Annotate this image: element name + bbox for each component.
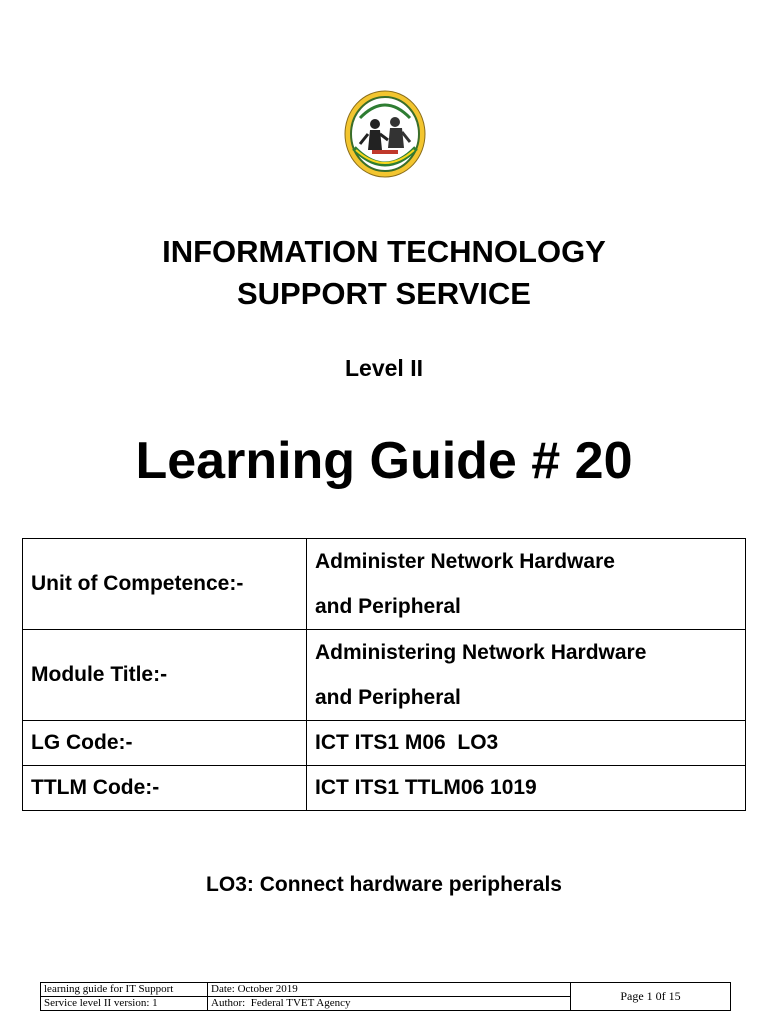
table-row — [23, 630, 746, 721]
document-title-line1: INFORMATION TECHNOLOGY — [162, 234, 606, 269]
federal-tvet-agency-logo — [342, 88, 428, 180]
footer-guide-label-line1: learning guide for IT Support — [41, 983, 208, 997]
lg-code-label: LG Code:- — [23, 721, 307, 766]
page-number: Page 1 0f 15 — [571, 983, 731, 1011]
value-line: and Peripheral — [315, 595, 461, 618]
value-line: Administer Network Hardware — [315, 550, 615, 573]
document-title-line2: SUPPORT SERVICE — [236, 276, 531, 311]
value-line: and Peripheral — [315, 686, 461, 709]
page-footer — [40, 982, 731, 1011]
footer-guide-label-line2: Service level II version: 1 — [41, 997, 208, 1011]
unit-of-competence-value — [307, 539, 746, 630]
table-row — [23, 766, 746, 811]
ttlm-code-value: ICT ITS1 TTLM06 1019 — [307, 766, 746, 811]
emblem-icon — [342, 88, 428, 180]
learning-outcome-title: LO3: Connect hardware peripherals — [206, 873, 562, 896]
unit-of-competence-label: Unit of Competence:- — [23, 539, 307, 630]
table-row — [23, 721, 746, 766]
ttlm-code-label: TTLM Code:- — [23, 766, 307, 811]
module-title-label: Module Title:- — [23, 630, 307, 721]
table-row — [41, 983, 731, 997]
module-title-value — [307, 630, 746, 721]
footer-date: Date: October 2019 — [208, 983, 571, 997]
footer-author: Author: Federal TVET Agency — [208, 997, 571, 1011]
learning-guide-number: Learning Guide # 20 — [135, 432, 633, 490]
lg-code-value: ICT ITS1 M06 LO3 — [307, 721, 746, 766]
level-label: Level II — [345, 355, 423, 381]
table-row — [23, 539, 746, 630]
guide-info-table — [22, 538, 746, 811]
value-line: Administering Network Hardware — [315, 641, 647, 664]
